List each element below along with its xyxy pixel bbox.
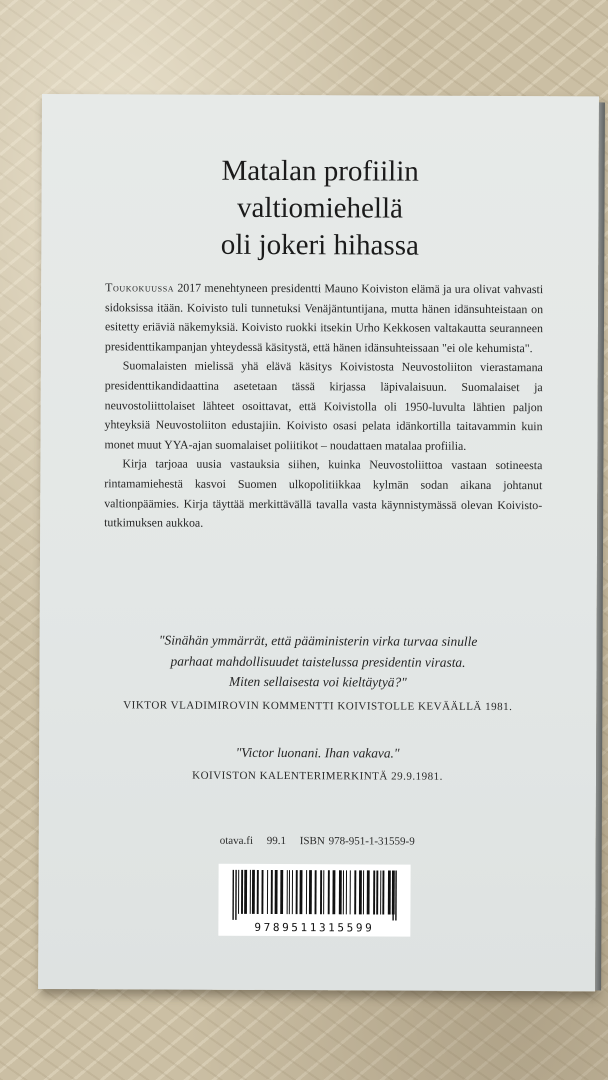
- blurb-text: [104, 278, 543, 535]
- barcode-bar: [241, 870, 243, 914]
- barcode-bar: [350, 870, 351, 914]
- barcode-bar: [250, 870, 251, 914]
- paragraph-lead-word: Toukokuussa: [105, 280, 175, 295]
- barcode-bar: [376, 870, 378, 914]
- barcode-bar: [292, 870, 293, 914]
- quote-1-line-3: Miten sellaisesta voi kieltäytyä?": [229, 673, 407, 690]
- barcode-bar: [382, 870, 384, 914]
- blurb-paragraph-3: Kirja tarjoaa uusia vastauksia siihen, kuinka Neuvostoliittoa vastaan sotineesta rintamamiehestä kasvoi Suomen ulkopolitiikkaa kylmän sodan aikana johtanut valtionpäämies. Kirja täyttää merkittävällä tavalla vasta käynnistymässä olevan Koivisto-tutkimuksen aukkoa.: [104, 456, 543, 530]
- barcode-bar: [328, 870, 330, 914]
- blurb-paragraph-1: [105, 278, 543, 358]
- barcode-bar: [332, 870, 335, 914]
- barcode-bar: [235, 870, 237, 920]
- publisher-info: [39, 834, 596, 848]
- barcode-bar: [280, 870, 283, 914]
- quote-1-line-2: parhaat mahdollisuudet taistelussa presidentin virasta.: [170, 653, 466, 670]
- barcode-bar: [275, 870, 278, 914]
- barcode-bar: [395, 871, 397, 921]
- barcode-bar: [343, 870, 344, 914]
- quote-1-line-1: "Sinähän ymmärrät, että pääministerin virka turvaa sinulle: [158, 632, 478, 649]
- barcode: [218, 864, 410, 937]
- barcode-bar: [289, 870, 290, 914]
- headline-line-2: valtiomiehellä: [236, 191, 404, 225]
- barcode-bar: [309, 870, 312, 914]
- barcode-bar: [257, 870, 259, 914]
- barcode-bar: [252, 870, 255, 914]
- book-back-cover: [38, 94, 599, 991]
- quote-2-attribution: KOIVISTON KALENTERIMERKINTÄ 29.9.1981.: [192, 769, 443, 783]
- barcode-bar: [244, 870, 247, 914]
- barcode-bar: [359, 870, 362, 914]
- isbn-text: ISBN 978-951-1-31559-9: [299, 835, 415, 848]
- barcode-bar: [238, 870, 239, 914]
- pull-quote-2: "Victor luonani. Ihan vakava.": [235, 744, 400, 761]
- barcode-bar: [380, 870, 381, 914]
- barcode-bar: [339, 870, 342, 914]
- barcode-bar: [392, 871, 394, 921]
- barcode-bar: [267, 870, 268, 914]
- barcode-bar: [296, 870, 298, 914]
- barcode-bar: [261, 870, 263, 914]
- barcode-bar: [323, 870, 324, 914]
- barcode-bar: [346, 870, 347, 914]
- paragraph-1-text: 2017 menehtyneen presidentti Mauno Koiviston elämä ja ura olivat vahvasti sidoksissa itään. Koivisto tuli tunnetuksi Venäjäntuntijana, mutta hänen idänsuhteistaan on esitetty eriäviä näkemyksiä. Koivisto ruokki itsekin Urho Kekkosen valtakautta seuranneen presidenttikampanjan yhteydessä käsitystä, että hänen idänsuhteissaan "ei ole kehumista".: [104, 280, 544, 355]
- blurb-paragraph-2: Suomalaisten mielissä yhä elävä käsitys Koivistosta Neuvostoliiton vierastamana presidenttikandidaattina asetetaan tässä kirjassa läpivalaisuun. Suomalaiset ja neuvostoliittolaiset lähteet osoittavat, että Koivistolla oli 1950-luvulta lähtien paljon yhteyksiä Neuvostoliiton edustajiin. Koivisto osasi pelata idänkortilla taitavammin kuin monet muut YYA-ajan suomalaiset poliitikot – noudattaen matalaa profiilia.: [104, 358, 543, 453]
- barcode-bar: [373, 870, 375, 914]
- barcode-bar: [287, 870, 288, 914]
- barcode-bar: [300, 870, 303, 914]
- barcode-bars: [218, 864, 410, 923]
- headline-line-3: oli jokeri hihassa: [220, 228, 419, 262]
- barcode-bar: [232, 870, 234, 920]
- pull-quote-1: [39, 630, 596, 694]
- headline-line-1: Matalan profiilin: [221, 154, 419, 188]
- publisher-website: otava.fi: [219, 834, 254, 847]
- barcode-bar: [367, 870, 370, 914]
- barcode-bar: [320, 870, 322, 914]
- barcode-bar: [271, 870, 273, 914]
- barcode-bar: [354, 870, 356, 914]
- quote-1-attribution: VIKTOR VLADIMIROVIN KOMMENTTI KOIVISTOLLE KEVÄÄLLÄ 1981.: [123, 699, 513, 714]
- barcode-bar: [363, 870, 364, 914]
- barcode-bar: [315, 870, 317, 914]
- book-headline: [41, 152, 598, 265]
- class-number: 99.1: [266, 834, 287, 848]
- barcode-digits: 9789511315599: [254, 920, 375, 935]
- barcode-bar: [388, 871, 391, 915]
- barcode-bar: [306, 870, 307, 914]
